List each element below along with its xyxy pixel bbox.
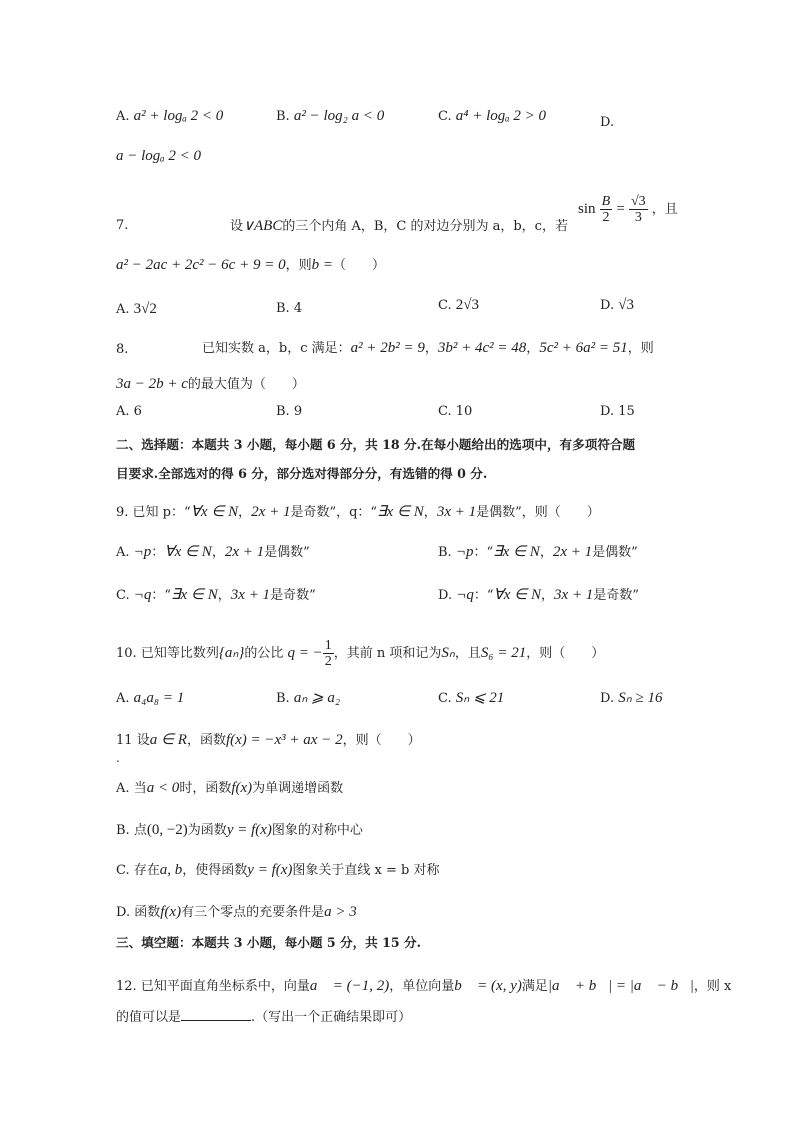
option-label: B. <box>276 109 290 124</box>
q6-option-a <box>116 108 223 125</box>
stem-text: 满足 <box>521 979 548 994</box>
q10-option-c <box>438 690 504 707</box>
stem-text: 已知平面直角坐标系中，向量 <box>140 979 310 994</box>
q7-option-c <box>438 297 479 314</box>
option-math: y = f(x) <box>247 862 293 878</box>
option-text: 时，函数 <box>179 781 232 796</box>
quantifier: ∃x ∈ N <box>171 587 218 603</box>
fraction-numerator: 1 <box>324 638 332 653</box>
vector-condition: |a⃗ + b⃗| = |a⃗ − b⃗| <box>547 978 694 994</box>
option-text: 是奇数” <box>270 588 316 603</box>
option-text: 是奇数” <box>593 588 639 603</box>
colon: ：“ <box>473 588 494 603</box>
option-label: D. <box>116 905 131 920</box>
q8-option-a <box>116 404 142 420</box>
quantifier: ∀x ∈ N <box>164 544 212 560</box>
q8-option-b <box>276 404 302 420</box>
option-expression: a² − log₂ a < 0 <box>293 108 385 124</box>
stem-text: 是偶数”，则（ ） <box>476 505 600 520</box>
option-text: 是偶数” <box>264 545 310 560</box>
q11-stem <box>116 732 421 749</box>
negation: ¬p <box>133 544 152 560</box>
condition: a ∈ R <box>149 732 187 748</box>
section-2-heading-line1: 二、选择题：本题共 3 小题，每小题 6 分，共 18 分.在每小题给出的选项中，有多项符合题 <box>116 437 636 452</box>
separator: ， <box>211 545 225 560</box>
q8-number: 8. <box>116 342 129 357</box>
question-number: 10. <box>116 646 137 661</box>
q11-option-d <box>116 904 357 921</box>
q11-option-c <box>116 862 439 879</box>
q9-option-d <box>438 587 639 604</box>
function-definition: f(x) = −x³ + ax − 2 <box>225 732 343 748</box>
stem-text: ，且 <box>454 646 481 661</box>
q9-option-c <box>116 587 316 604</box>
option-label: D. <box>600 298 615 313</box>
option-label: C. <box>438 298 452 313</box>
option-label: D. <box>600 691 615 706</box>
option-label: C. <box>438 404 452 419</box>
equals-sign: = <box>616 201 625 217</box>
colon: ：“ <box>473 545 494 560</box>
option-expression: 3√2 <box>133 301 157 317</box>
q11-dot: . <box>116 751 120 765</box>
expression: 3x + 1 <box>554 587 594 603</box>
option-text: 存在 <box>133 863 160 878</box>
q8-stem <box>202 340 654 357</box>
option-expression: Sₙ ⩽ 21 <box>455 690 505 706</box>
q7-option-a <box>116 301 157 318</box>
fraction-denominator: 2 <box>324 654 332 669</box>
option-label: A. <box>116 781 130 796</box>
partial-sum: Sₙ <box>441 645 455 661</box>
stem-text: ，则 <box>627 341 654 356</box>
q-quantifier: ∃x ∈ N <box>377 504 424 520</box>
vector-b: b⃗ = (x, y) <box>454 978 522 994</box>
fraction-denominator: 2 <box>602 210 610 225</box>
option-text: 图象的对称中心 <box>271 823 363 838</box>
colon: ： <box>151 545 165 560</box>
stem-text: .（写出一个正确结果即可） <box>251 1010 412 1025</box>
option-math: a < 0 <box>146 780 180 796</box>
option-text: 点 <box>133 823 147 838</box>
q11-option-a <box>116 780 343 797</box>
q7-option-d <box>600 297 634 314</box>
option-expression: 15 <box>618 404 635 419</box>
question-number: 9. <box>116 505 129 520</box>
option-expression: 6 <box>133 404 142 419</box>
option-text: 有三个零点的充要条件是 <box>181 905 325 920</box>
option-label: D. <box>438 588 453 603</box>
option-label: D. <box>600 115 615 130</box>
q7-stem-line2 <box>116 257 385 274</box>
q6-option-d <box>116 148 201 165</box>
option-label: B. <box>116 823 130 838</box>
expression: 2x + 1 <box>552 544 593 560</box>
option-expression: a² + logₐ 2 < 0 <box>133 108 224 124</box>
expression: 3x + 1 <box>230 587 271 603</box>
option-math: f(x) <box>160 904 182 920</box>
separator: ， <box>238 505 252 520</box>
q12-stem-line2 <box>116 1008 411 1026</box>
separator: ， <box>423 505 437 520</box>
stem-text: 已知等比数列 <box>140 646 219 661</box>
q7-stem <box>230 218 568 235</box>
option-expression: a₄a₈ = 1 <box>133 690 185 706</box>
fraction-denominator: 3 <box>634 210 642 225</box>
option-expression: aₙ ⩾ a₂ <box>293 690 341 706</box>
equation: a² − 2ac + 2c² − 6c + 9 = 0 <box>116 257 286 273</box>
fraction-one-half <box>323 638 334 669</box>
q-expression: 3x + 1 <box>436 504 477 520</box>
stem-text: ，则 x <box>693 979 732 994</box>
option-math: y = f(x) <box>226 822 272 838</box>
option-expression: 2√3 <box>455 297 479 313</box>
q8-stem-line2 <box>116 376 305 393</box>
colon: ：“ <box>151 588 172 603</box>
vector-a: a⃗ = (−1, 2) <box>309 978 390 994</box>
stem-text: 是奇数”，q：“ <box>290 505 378 520</box>
fraction-numerator: B <box>601 194 611 209</box>
option-label: B. <box>438 545 452 560</box>
option-expression: 10 <box>455 404 473 419</box>
q9-option-a <box>116 544 310 561</box>
q12-stem <box>116 978 731 995</box>
stem-text: 设 <box>136 733 150 748</box>
q10-stem <box>116 638 604 669</box>
stem-text: ，则（ ） <box>526 646 605 661</box>
option-expression: a − logₐ 2 < 0 <box>116 148 202 164</box>
option-label: C. <box>438 109 452 124</box>
q9-stem <box>116 504 600 521</box>
separator: ， <box>541 588 555 603</box>
separator: ， <box>539 545 553 560</box>
option-text: ，使得函数 <box>182 863 248 878</box>
answer-paren: （ ） <box>332 258 385 273</box>
q10-option-a <box>116 690 184 707</box>
q6-option-b <box>276 108 384 125</box>
option-label: A. <box>116 302 130 317</box>
option-label: C. <box>438 691 452 706</box>
q6-option-c <box>438 108 546 125</box>
stem-text: 设 <box>230 219 244 234</box>
separator: ， <box>526 341 540 356</box>
option-text: 函数 <box>134 905 161 920</box>
negation: ¬q <box>456 587 474 603</box>
option-label: C. <box>116 863 130 878</box>
quantifier: ∀x ∈ N <box>493 587 542 603</box>
ratio-q: q = − <box>287 645 323 661</box>
option-text: 当 <box>133 781 147 796</box>
q9-option-b <box>438 544 638 561</box>
option-text: 是偶数” <box>592 545 638 560</box>
option-math: f(x) <box>231 780 253 796</box>
unknown-b: b = <box>311 257 333 273</box>
separator: ， <box>424 341 438 356</box>
fraction-b-over-2 <box>600 194 613 225</box>
option-text: 图象关于直线 x = b 对称 <box>292 863 440 878</box>
p-quantifier: ∀x ∈ N <box>190 504 239 520</box>
equation-1: a² + 2b² = 9 <box>350 340 425 356</box>
option-expression: Sₙ ≥ 16 <box>618 690 663 706</box>
q10-option-d <box>600 690 662 707</box>
triangle-symbol: ∨ABC <box>243 218 283 234</box>
section-3-heading: 三、填空题：本题共 3 小题，每小题 5 分，共 15 分. <box>116 935 422 950</box>
question-number: 11 <box>116 733 133 748</box>
separator: ， <box>217 588 231 603</box>
option-expression: 4 <box>293 301 303 316</box>
stem-text: 的值可以是 <box>116 1010 182 1025</box>
negation: ¬q <box>133 587 152 603</box>
option-label: B. <box>276 404 290 419</box>
question-number: 12. <box>116 979 137 994</box>
answer-blank[interactable] <box>181 1008 251 1021</box>
equation-3: 5c² + 6a² = 51 <box>539 340 628 356</box>
option-expression: 9 <box>293 404 303 419</box>
option-label: A. <box>116 109 130 124</box>
option-text: 为单调递增函数 <box>252 781 344 796</box>
option-label: A. <box>116 404 130 419</box>
q7-option-b <box>276 301 302 317</box>
option-math: a > 3 <box>324 904 357 920</box>
section-2-heading-line2: 目要求.全部选对的得 6 分，部分选对得部分分，有选错的得 0 分. <box>116 466 488 481</box>
stem-text: ，且 <box>651 202 678 217</box>
stem-text: ，单位向量 <box>389 979 455 994</box>
option-math: (0, −2) <box>146 822 188 838</box>
option-label: A. <box>116 545 130 560</box>
option-label: C. <box>116 588 130 603</box>
stem-text: 已知 p：“ <box>132 505 191 520</box>
option-text: 为函数 <box>187 823 227 838</box>
p-expression: 2x + 1 <box>251 504 291 520</box>
stem-text: 的最大值为（ ） <box>187 377 305 392</box>
option-expression: a⁴ + logₐ 2 > 0 <box>455 108 547 124</box>
sequence: {aₙ} <box>218 645 245 661</box>
option-expression: √3 <box>618 297 634 313</box>
q8-option-d <box>600 404 635 420</box>
q10-option-b <box>276 690 340 707</box>
stem-text: ，其前 n 项和记为 <box>333 646 442 661</box>
negation: ¬p <box>455 544 474 560</box>
option-label: A. <box>116 691 130 706</box>
quantifier: ∃x ∈ N <box>493 544 540 560</box>
sin-prefix: sin <box>578 201 596 217</box>
s6-value: S₆ = 21 <box>480 645 527 661</box>
option-label: B. <box>276 691 290 706</box>
fraction-numerator: √3 <box>630 194 646 209</box>
q7-number: 7. <box>116 218 129 233</box>
q8-option-c <box>438 404 472 420</box>
stem-text: ，则（ ） <box>342 733 421 748</box>
expression: 3a − 2b + c <box>116 376 188 392</box>
expression: 2x + 1 <box>224 544 265 560</box>
option-label: D. <box>600 404 615 419</box>
q7-sin-condition <box>578 194 678 225</box>
stem-text: 已知实数 a，b，c 满足： <box>202 341 351 356</box>
equation-2: 3b² + 4c² = 48 <box>437 340 527 356</box>
q11-option-b <box>116 822 363 839</box>
q6-option-d-label <box>600 115 614 131</box>
option-math: a, b <box>159 862 183 878</box>
stem-text: 的三个内角 A，B，C 的对边分别为 a，b，c，若 <box>282 219 568 234</box>
stem-text: ，则 <box>285 258 312 273</box>
stem-text: ，函数 <box>186 733 226 748</box>
option-label: B. <box>276 301 290 316</box>
stem-text: 的公比 <box>244 646 284 661</box>
fraction-root3-over-3 <box>629 194 648 225</box>
